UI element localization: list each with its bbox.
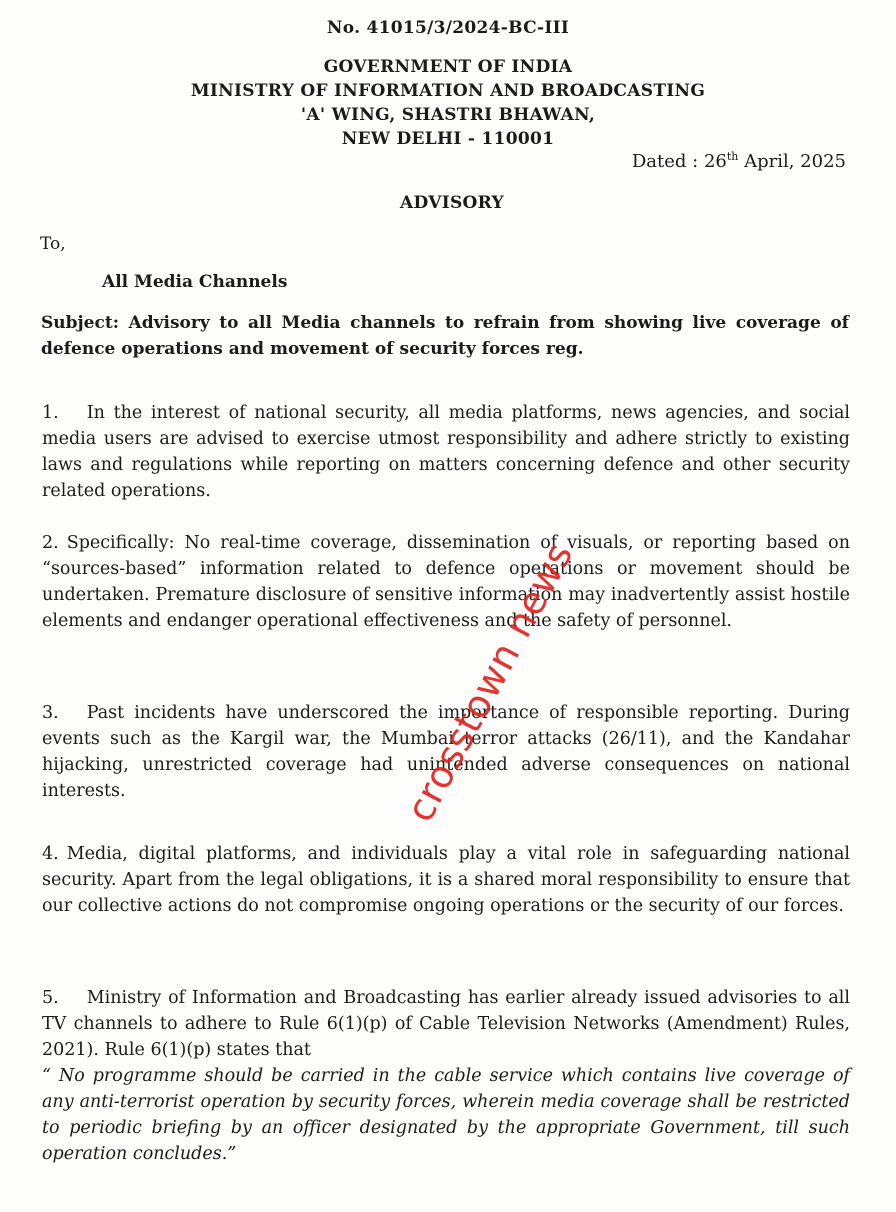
date-prefix: Dated : 26 [631, 151, 727, 172]
reference-number: No. 41015/3/2024-BC-III [326, 18, 570, 38]
subject-line: Subject: Advisory to all Media channels to refrain from showing live coverage of defence operations and movement of security forces reg. [41, 313, 849, 359]
header-address: 'A' WING, SHASTRI BHAWAN, [300, 105, 596, 125]
header-ministry: MINISTRY OF INFORMATION AND BROADCASTING [190, 81, 706, 101]
paragraph-text: Specifically: No real-time coverage, dissemination of visuals, or reporting based on “sources-based” information related to defence operations or movement should be undertaken. Premature disclosure of sensitive information may inadvertently assist hostile elements and endanger operational effectiveness and the safety of personnel. [42, 533, 850, 631]
date-suffix: April, 2025 [738, 151, 846, 172]
paragraph-text: In the interest of national security, all media platforms, news agencies, and social media users are advised to exercise utmost responsibility and adhere strictly to existing laws and regulations while reporting on matters concerning defence and other security related operations. [42, 403, 850, 501]
paragraph-text: Past incidents have underscored the importance of responsible reporting. During events such as the Kargil war, the Mumbai terror attacks (26/11), and the Kandahar hijacking, unrestricted coverage had unintended adverse consequences on national interests. [42, 703, 850, 801]
document-title: ADVISORY [399, 193, 504, 213]
paragraph-number: 1. [42, 403, 59, 423]
document-date [632, 150, 846, 172]
paragraph-number: 4. [42, 844, 59, 864]
paragraph-number: 5. [42, 988, 59, 1008]
salutation-to: To, [40, 234, 66, 254]
rule-quote: “ No programme should be carried in the cable service which contains live coverage of any anti-terrorist operation by security forces, wherein media coverage shall be restricted to periodic briefing by an officer designated by the appropriate Government, till such operation concludes.” [42, 1066, 850, 1164]
paragraph-text: Media, digital platforms, and individuals play a vital role in safeguarding national security. Apart from the legal obligations, it is a shared moral responsibility to ensure that our collective actions do not compromise ongoing operations or the security of our forces. [42, 844, 850, 916]
paragraph-number: 2. [42, 533, 59, 553]
header-government: GOVERNMENT OF INDIA [323, 57, 573, 77]
recipient: All Media Channels [102, 272, 288, 292]
date-superscript: th [726, 150, 739, 163]
paragraph-1 [42, 400, 850, 504]
watermark-text: crosstown news [397, 535, 582, 829]
header-city: NEW DELHI - 110001 [341, 129, 555, 149]
paragraph-number: 3. [42, 703, 59, 723]
paragraph-5 [42, 985, 850, 1167]
paragraph-text: Ministry of Information and Broadcasting has earlier already issued advisories to all TV channels to adhere to Rule 6(1)(p) of Cable Television Networks (Amendment) Rules, 2021). Rule 6(1)(p) states that [42, 988, 850, 1060]
paragraph-2 [42, 530, 850, 634]
paragraph-4 [42, 841, 850, 919]
